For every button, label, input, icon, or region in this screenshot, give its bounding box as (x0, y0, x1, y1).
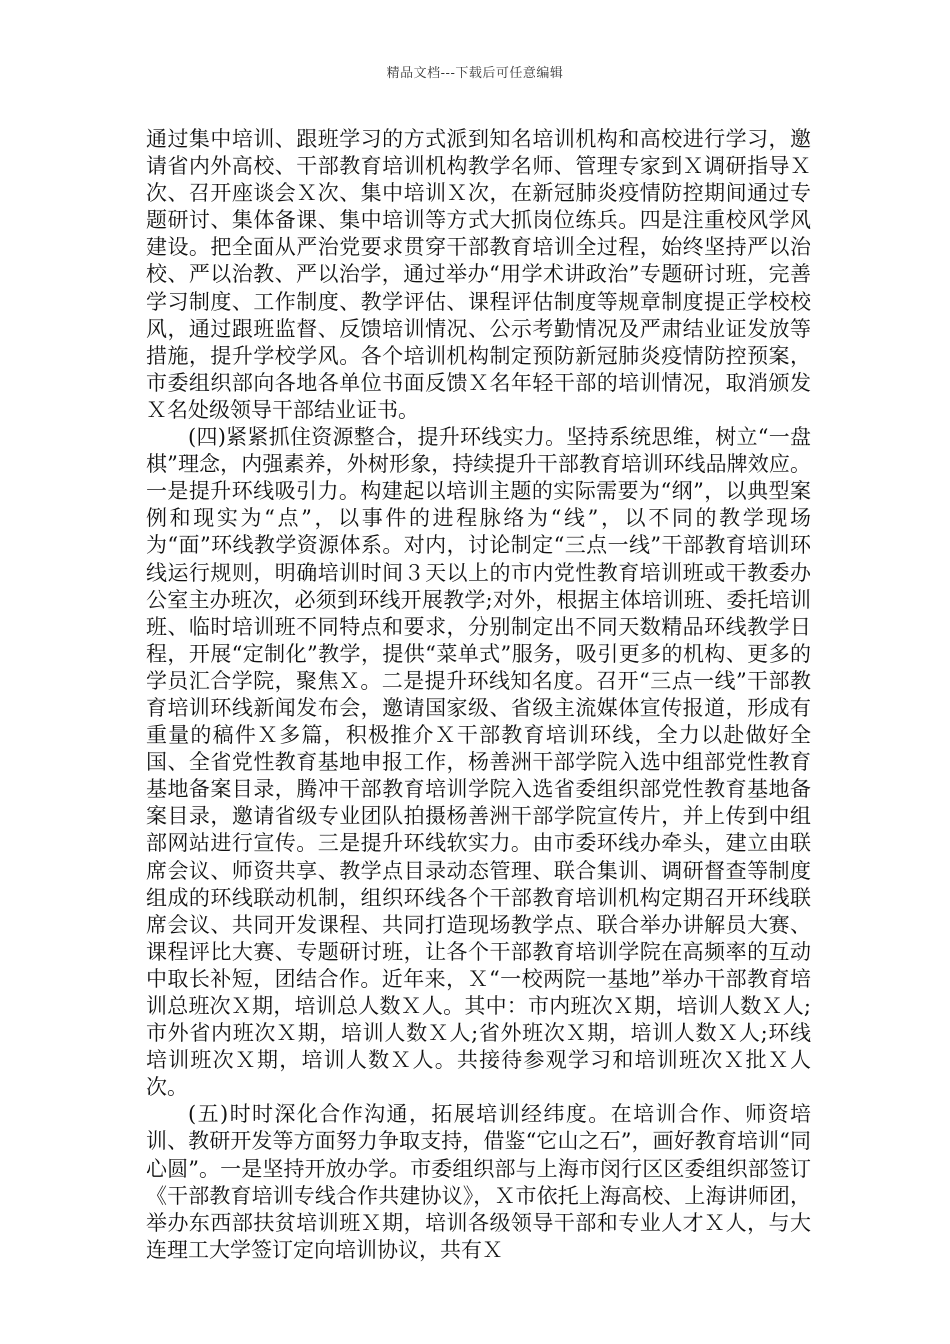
document-body (146, 126, 811, 1264)
paragraph-section-4: (四)紧紧抓住资源整合，提升环线实力。坚持系统思维，树立“一盘棋”理念，内强素养，外树形象，持续提升干部教育培训环线品牌效应。一是提升环线吸引力。构建起以培训主题的实际需要为“纲”，以典型案例和现实为“点”，以事件的进程脉络为“线”，以不同的教学现场为“面”环线教学资源体系。对内，讨论制定“三点一线”干部教育培训环线运行规则，明确培训时间３天以上的市内党性教育培训班或干教委办公室主办班次，必须到环线开展教学;对外，根据主体培训班、委托培训班、临时培训班不同特点和要求，分别制定出不同天数精品环线教学日程，开展“定制化”教学，提供“菜单式”服务，吸引更多的机构、更多的学员汇合学院，聚焦Ｘ。二是提升环线知名度。召开“三点一线”干部教育培训环线新闻发布会，邀请国家级、省级主流媒体宣传报道，形成有重量的稿件Ｘ多篇，积极推介Ｘ干部教育培训环线，全力以赴做好全国、全省党性教育基地申报工作，杨善洲干部学院入选中组部党性教育基地备案目录，腾冲干部教育培训学院入选省委组织部党性教育基地备案目录，邀请省级专业团队拍摄杨善洲干部学院宣传片，并上传到中组部网站进行宣传。三是提升环线软实力。由市委环线办牵头，建立由联席会议、师资共享、教学点目录动态管理、联合集训、调研督查等制度组成的环线联动机制，组织环线各个干部教育培训机构定期召开环线联席会议、共同开发课程、共同打造现场教学点、联合举办讲解员大赛、课程评比大赛、专题研讨班，让各个干部教育培训学院在高频率的互动中取长补短，团结合作。近年来，Ｘ“一校两院一基地”举办干部教育培训总班次Ｘ期，培训总人数Ｘ人。其中：市内班次Ｘ期，培训人数Ｘ人;市外省内班次Ｘ期，培训人数Ｘ人;省外班次Ｘ期，培训人数Ｘ人;环线培训班次Ｘ期，培训人数Ｘ人。共接待参观学习和培训班次Ｘ批Ｘ人次。 (146, 425, 811, 1100)
page-header: 精品文档---下载后可任意编辑 (386, 66, 564, 81)
paragraph-section-5: (五)时时深化合作沟通，拓展培训经纬度。在培训合作、师资培训、教研开发等方面努力争取支持，借鉴“它山之石”，画好教育培训“同心圆”。一是坚持开放办学。市委组织部与上海市闵行区区委组织部签订《干部教育培训专线合作共建协议》，Ｘ市依托上海高校、上海讲师团，举办东西部扶贫培训班Ｘ期，培训各级领导干部和专业人才Ｘ人，与大连理工大学签订定向培训协议，共有Ｘ (146, 1102, 811, 1262)
paragraph-continuation: 通过集中培训、跟班学习的方式派到知名培训机构和高校进行学习，邀请省内外高校、干部教育培训机构教学名师、管理专家到Ｘ调研指导Ｘ次、召开座谈会Ｘ次、集中培训Ｘ次，在新冠肺炎疫情防控期间通过专题研讨、集体备课、集中培训等方式大抓岗位练兵。四是注重校风学风建设。把全面从严治党要求贯穿干部教育培训全过程，始终坚持严以治校、严以治教、严以治学，通过举办“用学术讲政治”专题研讨班，完善学习制度、工作制度、教学评估、课程评估制度等规章制度提正学校校风，通过跟班监督、反馈培训情况、公示考勤情况及严肃结业证发放等措施，提升学校学风。各个培训机构制定预防新冠肺炎疫情防控预案，市委组织部向各地各单位书面反馈Ｘ名年轻干部的培训情况，取消颁发Ｘ名处级领导干部结业证书。 (146, 127, 811, 422)
